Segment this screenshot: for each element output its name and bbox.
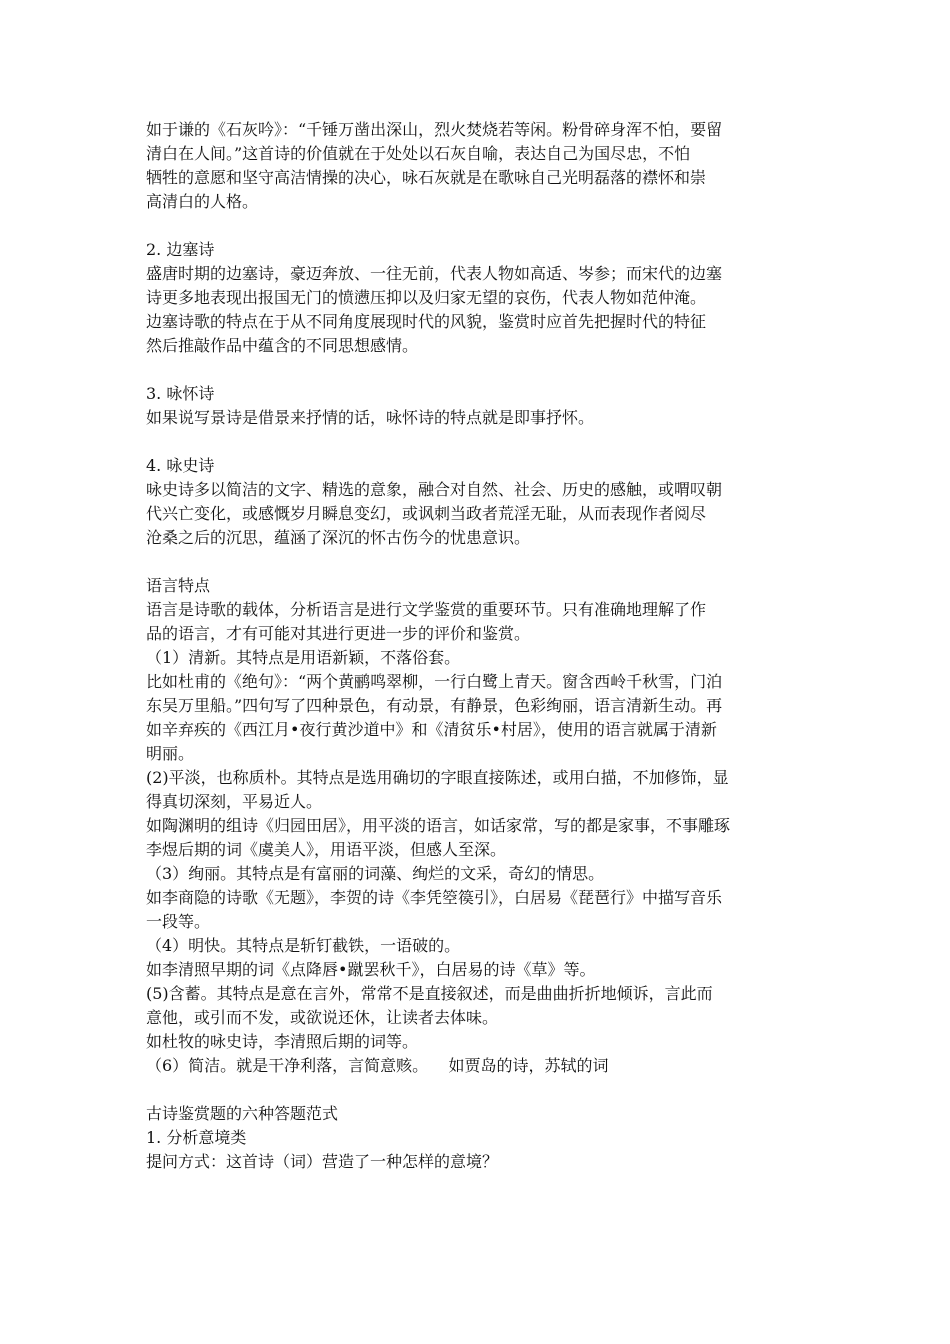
text-line: 如果说写景诗是借景来抒情的话，咏怀诗的特点就是即事抒怀。 [146,408,595,427]
text-line: 诗更多地表现出报国无门的愤懑压抑以及归家无望的哀伤，代表人物如范仲淹。 [146,288,707,307]
blank-line [146,1078,816,1102]
text-line: 沧桑之后的沉思，蕴涵了深沉的怀古伤今的忧患意识。 [146,528,531,547]
text-line: 得真切深刻，平易近人。 [146,792,323,811]
text-line: 1. 分析意境类 [146,1128,247,1147]
text-line: 如于谦的《石灰吟》：“千锤万凿出深山，烈火焚烧若等闲。粉骨碎身浑不怕，要留 [146,120,723,139]
blank-line [146,358,816,382]
text-line: （4）明快。其特点是斩钉截铁，一语破的。 [146,936,461,955]
text-line: 如陶渊明的组诗《归园田居》，用平淡的语言，如话家常，写的都是家事，不事雕琢 [146,816,731,835]
text-line: 如辛弃疾的《西江月•夜行黄沙道中》和《清贫乐•村居》，使用的语言就属于清新 [146,720,717,739]
text-line: 如杜牧的咏史诗，李清照后期的词等。 [146,1032,419,1051]
text-line: 然后推敲作品中蕴含的不同思想感情。 [146,336,419,355]
text-line: （1）清新。其特点是用语新颖，不落俗套。 [146,648,461,667]
blank-line [146,550,816,574]
text-line: 东吴万里船。”四句写了四种景色，有动景，有静景，色彩绚丽，语言清新生动。再 [146,696,723,715]
text-line: (5)含蓄。其特点是意在言外，常常不是直接叙述，而是曲曲折折地倾诉，言此而 [146,984,713,1003]
text-line: 意他，或引而不发，或欲说还休，让读者去体味。 [146,1008,499,1027]
blank-line [146,214,816,238]
blank-line [146,430,816,454]
text-line: 比如杜甫的《绝句》：“两个黄鹂鸣翠柳，一行白鹭上青天。窗含西岭千秋雪，门泊 [146,672,723,691]
text-line: 一段等。 [146,912,211,931]
text-line: 提问方式：这首诗（词）营造了一种怎样的意境？ [146,1152,499,1171]
text-line: 语言是诗歌的载体，分析语言是进行文学鉴赏的重要环节。只有准确地理解了作 [146,600,707,619]
text-line: 边塞诗歌的特点在于从不同角度展现时代的风貌，鉴赏时应首先把握时代的特征 [146,312,707,331]
text-line: （6）简洁。就是干净利落，言简意赅。 如贾岛的诗，苏轼的词 [146,1056,609,1075]
text-line: 代兴亡变化，或感慨岁月瞬息变幻，或讽刺当政者荒淫无耻，从而表现作者阅尽 [146,504,707,523]
text-line: （3）绚丽。其特点是有富丽的词藻、绚烂的文采，奇幻的情思。 [146,864,605,883]
text-line: 2. 边塞诗 [146,240,215,259]
text-line: 语言特点 [146,576,211,595]
text-line: 清白在人间。”这首诗的价值就在于处处以石灰自喻，表达自己为国尽忠，不怕 [146,144,691,163]
text-line: 古诗鉴赏题的六种答题范式 [146,1104,339,1123]
text-line: 3. 咏怀诗 [146,384,215,403]
text-line: (2)平淡，也称质朴。其特点是选用确切的字眼直接陈述，或用白描，不加修饰，显 [146,768,729,787]
text-line: 盛唐时期的边塞诗，豪迈奔放、一往无前，代表人物如高适、岑参；而宋代的边塞 [146,264,723,283]
text-line: 李煜后期的词《虞美人》，用语平淡，但感人至深。 [146,840,507,859]
text-line: 如李清照早期的词《点降唇•蹴罢秋千》，白居易的诗《草》等。 [146,960,596,979]
text-line: 高清白的人格。 [146,192,259,211]
document-page [146,118,816,1174]
text-line: 4. 咏史诗 [146,456,215,475]
text-line: 如李商隐的诗歌《无题》，李贺的诗《李凭箜篌引》，白居易《琵琶行》中描写音乐 [146,888,723,907]
text-line: 咏史诗多以简洁的文字、精选的意象，融合对自然、社会、历史的感触，或喟叹朝 [146,480,723,499]
text-line: 品的语言，才有可能对其进行更进一步的评价和鉴赏。 [146,624,531,643]
text-line: 明丽。 [146,744,195,763]
text-line: 牺牲的意愿和坚守高洁情操的决心，咏石灰就是在歌咏自己光明磊落的襟怀和崇 [146,168,707,187]
